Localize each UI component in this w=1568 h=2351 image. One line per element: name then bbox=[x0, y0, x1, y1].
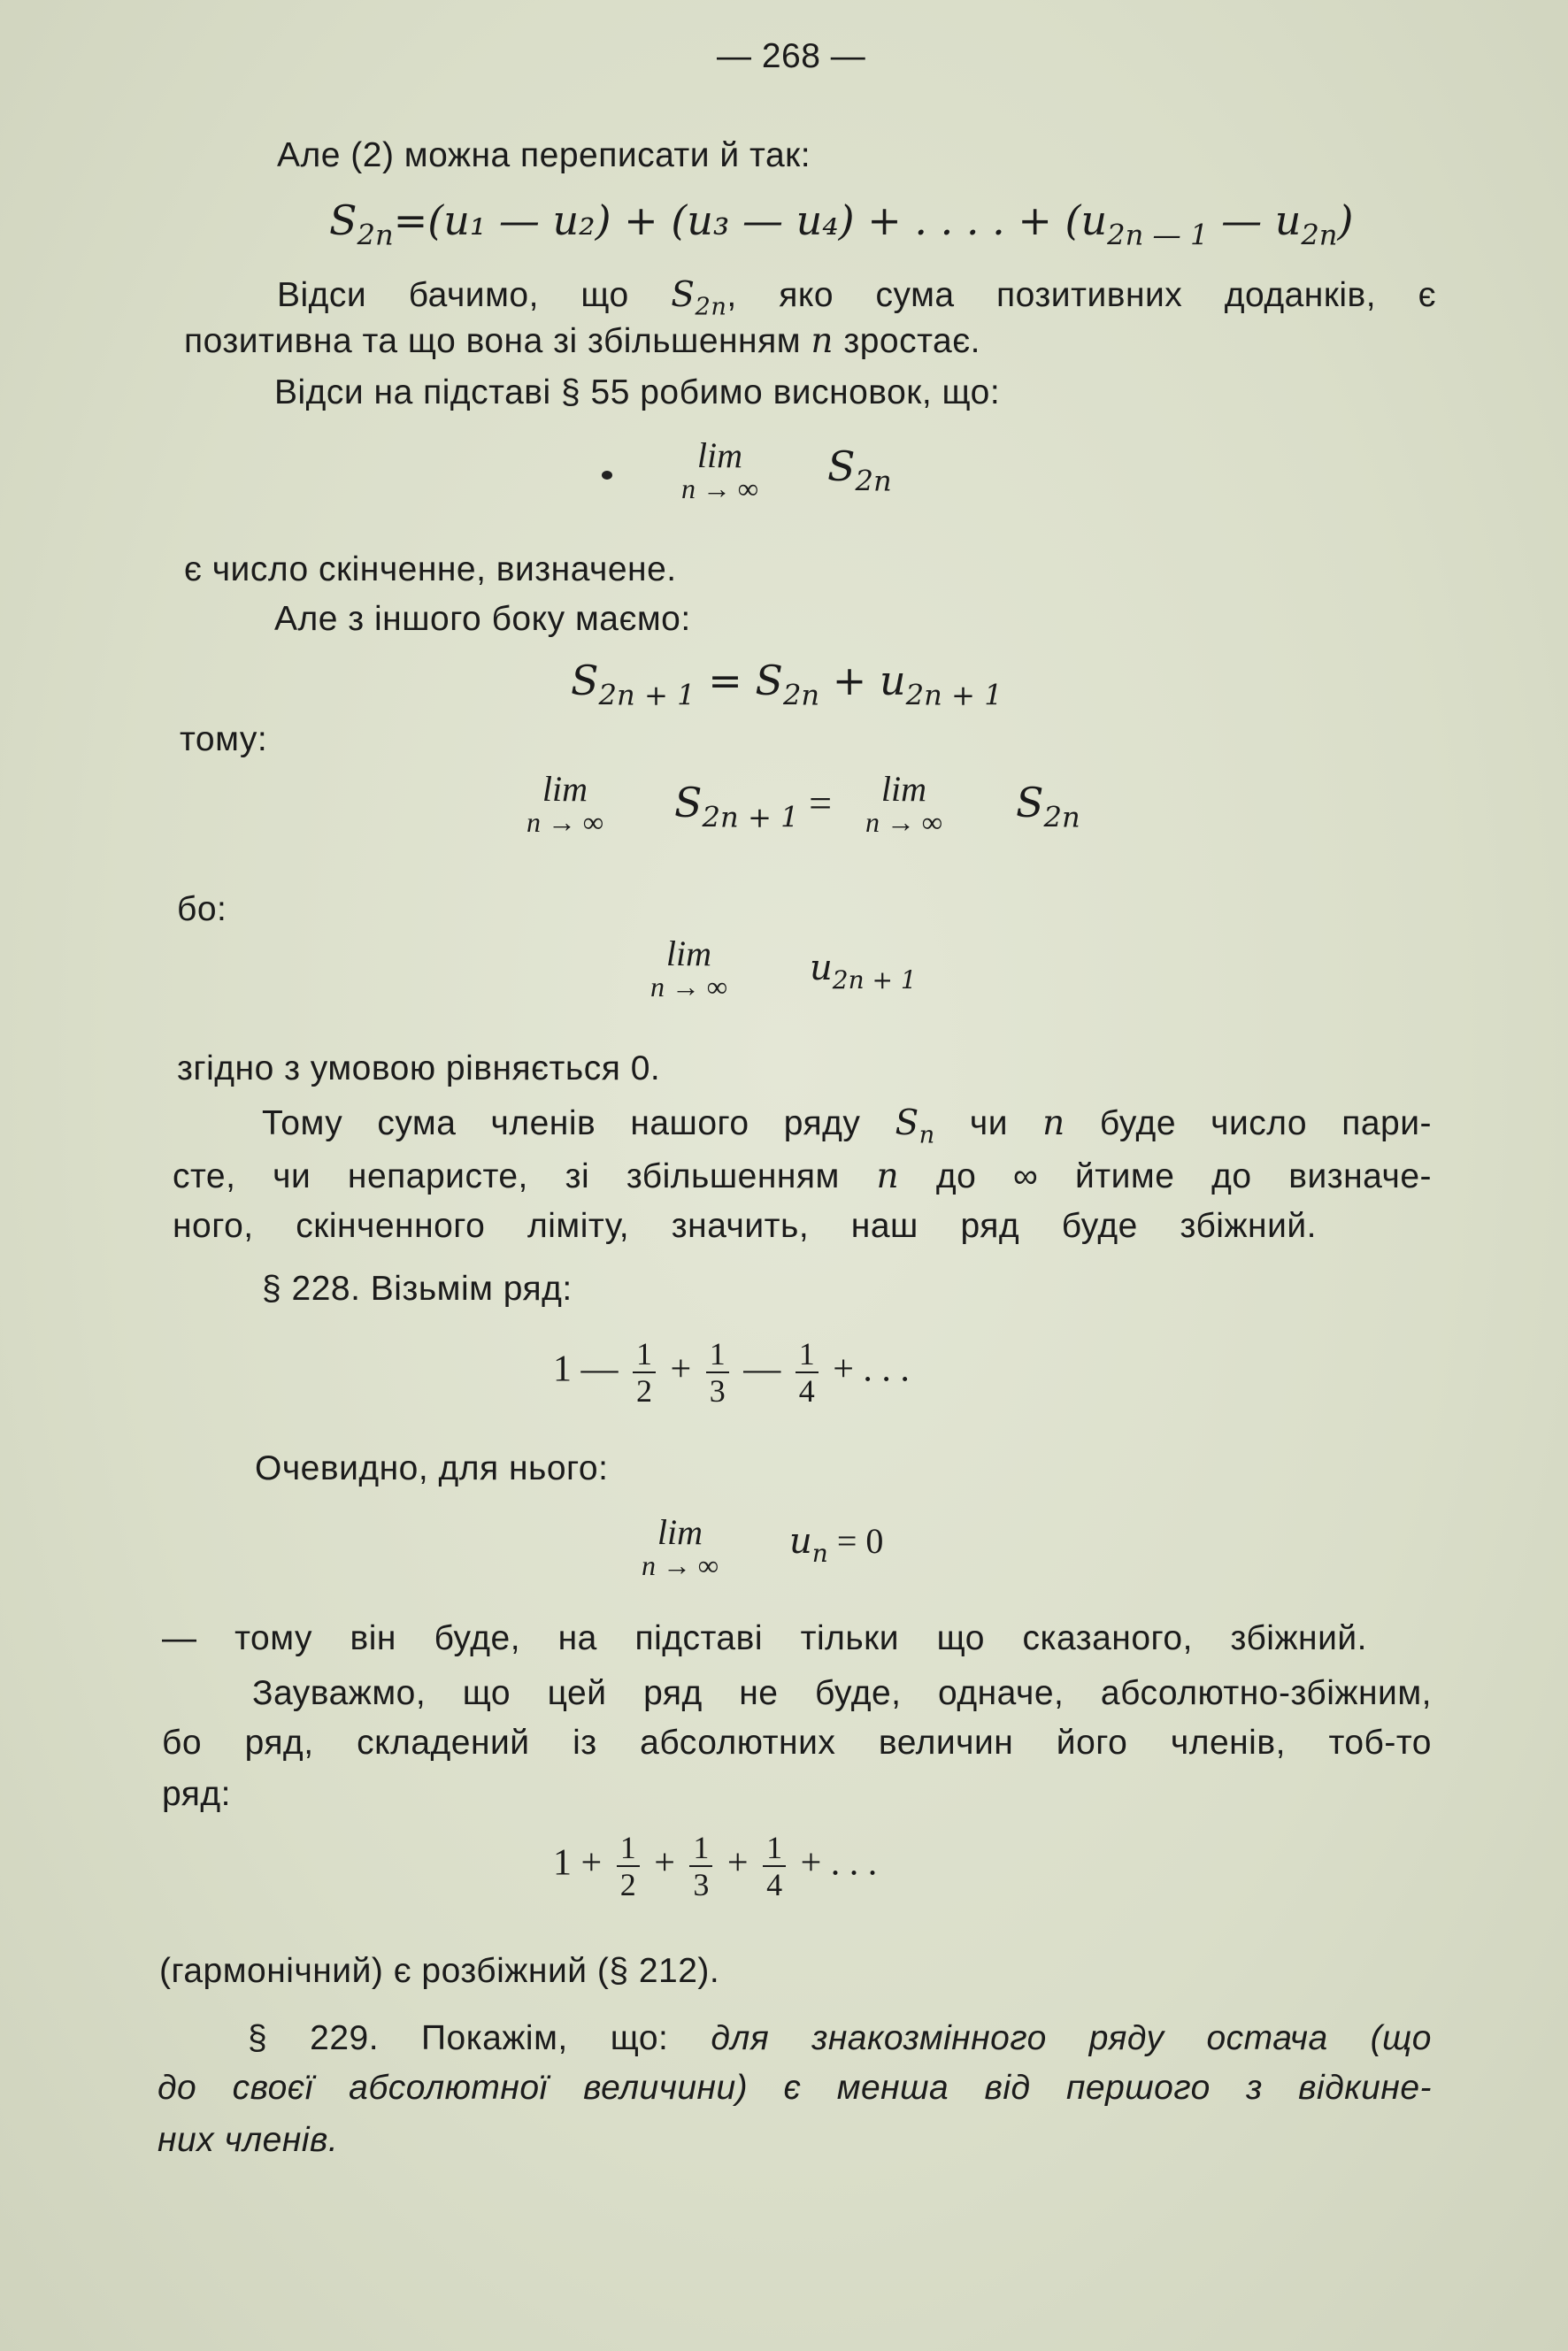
paragraph-line: ряд: bbox=[162, 1775, 231, 1813]
fraction bbox=[706, 1336, 729, 1409]
operator: + . . . bbox=[800, 1842, 878, 1884]
lim-label: lim bbox=[665, 933, 711, 973]
math-symbol: S bbox=[1016, 779, 1044, 826]
denominator: 2 bbox=[619, 1867, 636, 1902]
math-expression: + u bbox=[819, 657, 906, 704]
lim-label: lim bbox=[657, 1512, 703, 1552]
denominator: 3 bbox=[709, 1373, 726, 1409]
paragraph-line bbox=[184, 320, 980, 363]
paragraph-line: тому: bbox=[180, 720, 268, 758]
math-symbol: S bbox=[329, 196, 357, 244]
paragraph-line: Зауважмо, що цей ряд не буде, одначе, абсолютно-збіжним, bbox=[252, 1674, 1432, 1712]
math-subscript: n bbox=[919, 1121, 935, 1149]
text: чи bbox=[969, 1104, 1008, 1142]
paragraph-line: них членів. bbox=[158, 2121, 339, 2159]
fraction bbox=[689, 1830, 712, 1902]
paragraph-line bbox=[248, 2017, 1432, 2060]
paragraph-line: до своєї абсолютної величини) є менша від першого з відкине- bbox=[158, 2069, 1432, 2107]
paragraph-line: Очевидно, для нього: bbox=[255, 1449, 609, 1487]
equation-s2n-plus-1 bbox=[571, 657, 1003, 711]
numerator: 1 bbox=[706, 1336, 729, 1373]
math-subscript: n bbox=[811, 1538, 828, 1568]
limit-operand bbox=[674, 779, 832, 834]
denominator: 2 bbox=[636, 1373, 652, 1409]
limit-operand bbox=[827, 442, 892, 497]
limit-operand bbox=[1016, 779, 1080, 834]
numerator: 1 bbox=[633, 1336, 656, 1373]
math-symbol: u bbox=[810, 948, 833, 988]
math-subscript: 2n — 1 bbox=[1107, 218, 1209, 252]
operator: + bbox=[670, 1348, 692, 1390]
text: позитивна та що вона зі збільшенням bbox=[184, 322, 802, 360]
math-expression: =(u₁ — u₂) + (u₃ — u₄) + . . . . + (u bbox=[393, 196, 1108, 244]
fraction bbox=[633, 1336, 656, 1409]
paragraph-line: ного, скінченного ліміту, значить, наш ряд буде збіжний. bbox=[173, 1207, 1317, 1245]
lim-subscript: n → ∞ bbox=[681, 473, 758, 504]
paragraph-line bbox=[173, 1156, 1432, 1198]
math-subscript: 2n bbox=[782, 678, 820, 712]
series-harmonic bbox=[553, 1830, 877, 1902]
series-term: 1 + bbox=[553, 1842, 603, 1884]
limit-expression bbox=[527, 769, 603, 838]
operator: — bbox=[743, 1348, 781, 1390]
numerator: 1 bbox=[689, 1830, 712, 1867]
section-heading-228: § 228. Візьмім ряд: bbox=[262, 1270, 573, 1308]
math-symbol: u bbox=[789, 1521, 812, 1562]
math-expression: — u bbox=[1208, 196, 1302, 244]
limit-expression bbox=[642, 1512, 719, 1581]
paragraph-line: — тому він буде, на підставі тільки що сказаного, збіжний. bbox=[162, 1619, 1367, 1657]
fraction bbox=[796, 1336, 819, 1409]
math-symbol bbox=[671, 275, 727, 321]
paragraph-line: Але з іншого боку маємо: bbox=[274, 600, 691, 638]
text: до ∞ йтиме до визначе- bbox=[935, 1157, 1432, 1195]
math-subscript: 2n bbox=[695, 293, 727, 321]
equation-s2n-grouped bbox=[329, 196, 1354, 251]
math-symbol-s: S bbox=[671, 275, 696, 315]
math-symbol: S bbox=[674, 779, 703, 826]
math-subscript: 2n + 1 bbox=[598, 678, 696, 712]
fraction bbox=[617, 1830, 640, 1902]
page-number: — 268 — bbox=[717, 37, 866, 75]
math-symbol: n bbox=[876, 1156, 900, 1196]
limit-expression bbox=[681, 435, 758, 504]
text: § 229. Покажім, що: bbox=[248, 2019, 669, 2057]
math-expression: = 0 bbox=[836, 1521, 884, 1561]
equals-sign: = bbox=[809, 780, 833, 826]
numerator: 1 bbox=[796, 1336, 819, 1373]
paragraph-line bbox=[262, 1103, 1432, 1157]
text: , яко сума позитивних доданків, є bbox=[726, 276, 1436, 314]
ink-speck bbox=[602, 471, 612, 480]
paragraph-line: Але (2) можна переписати й так: bbox=[277, 136, 811, 174]
math-symbol: S bbox=[571, 657, 599, 704]
lim-label: lim bbox=[880, 769, 926, 809]
limit-expression bbox=[650, 933, 727, 1003]
paragraph-line: Відси на підставі § 55 робимо висновок, що: bbox=[274, 373, 1001, 411]
lim-subscript: n → ∞ bbox=[650, 971, 727, 1003]
series-term: 1 — bbox=[553, 1348, 619, 1390]
numerator: 1 bbox=[763, 1830, 786, 1867]
operator: + bbox=[654, 1842, 675, 1884]
lim-subscript: n → ∞ bbox=[527, 806, 603, 838]
math-symbol-s: S bbox=[895, 1103, 919, 1143]
limit-expression bbox=[865, 769, 942, 838]
math-symbol: S bbox=[827, 442, 856, 490]
paragraph-line: (гармонічний) є розбіжний (§ 212). bbox=[159, 1952, 720, 1990]
fraction bbox=[763, 1830, 786, 1902]
lim-subscript: n → ∞ bbox=[865, 806, 942, 838]
math-symbol: n bbox=[1042, 1103, 1065, 1143]
paragraph-line: згідно з умовою рівняється 0. bbox=[177, 1049, 661, 1087]
math-subscript: 2n + 1 bbox=[905, 678, 1003, 712]
paragraph-line: бо ряд, складений із абсолютних величин його членів, тоб-то bbox=[162, 1724, 1432, 1762]
math-subscript: 2n + 1 bbox=[832, 964, 917, 995]
numerator: 1 bbox=[617, 1830, 640, 1867]
operator: + bbox=[726, 1842, 749, 1884]
math-subscript: 2n bbox=[855, 464, 892, 498]
text: сте, чи непаристе, зі збільшенням bbox=[173, 1157, 840, 1195]
math-subscript: 2n + 1 bbox=[702, 800, 799, 834]
paragraph-line: є число скінченне, визначене. bbox=[184, 550, 677, 588]
text: зростає. bbox=[843, 322, 980, 360]
text: Тому сума членів нашого ряду bbox=[262, 1104, 861, 1142]
limit-operand bbox=[810, 947, 917, 995]
italic-text: для знакозмінного ряду остача (що bbox=[711, 2019, 1432, 2057]
math-subscript: 2n bbox=[357, 218, 394, 252]
limit-operand bbox=[789, 1520, 883, 1568]
lim-label: lim bbox=[696, 435, 742, 475]
text: буде число пари- bbox=[1099, 1104, 1432, 1142]
text: Відси бачимо, що bbox=[277, 276, 629, 314]
denominator: 3 bbox=[693, 1867, 710, 1902]
lim-label: lim bbox=[542, 769, 588, 809]
math-subscript: 2n bbox=[1043, 800, 1080, 834]
math-symbol bbox=[895, 1103, 935, 1149]
denominator: 4 bbox=[766, 1867, 783, 1902]
operator: + . . . bbox=[833, 1348, 910, 1390]
math-symbol: n bbox=[811, 321, 834, 361]
lim-subscript: n → ∞ bbox=[642, 1549, 719, 1581]
math-subscript: 2n bbox=[1301, 218, 1338, 252]
series-alternating-harmonic bbox=[553, 1336, 910, 1409]
paragraph-line: бо: bbox=[177, 890, 227, 928]
math-expression: ) bbox=[1337, 196, 1354, 244]
math-expression: = S bbox=[695, 657, 783, 704]
denominator: 4 bbox=[798, 1373, 815, 1409]
